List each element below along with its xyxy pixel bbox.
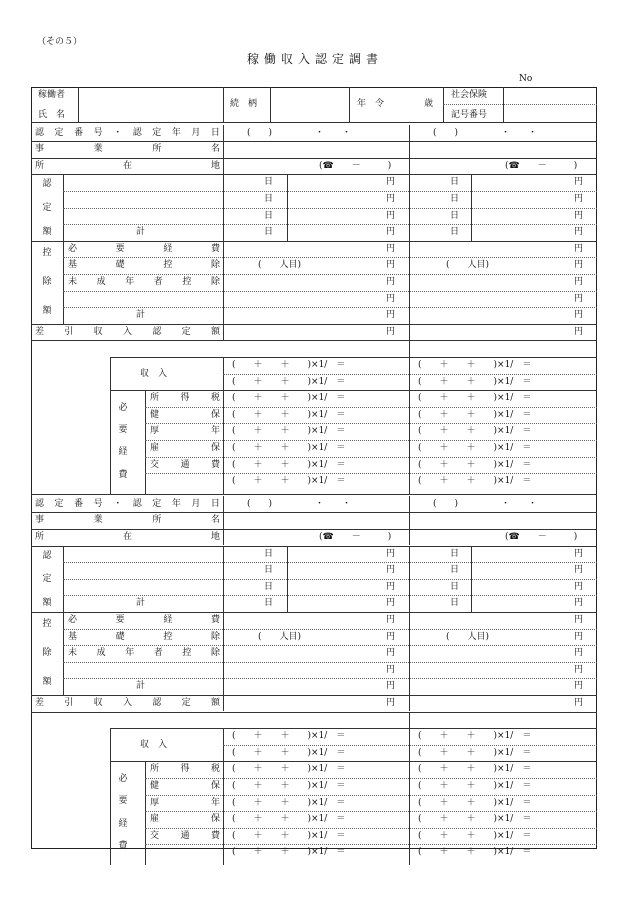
page-title: 稼働収入認定調書 <box>246 52 383 66</box>
dotted-rule <box>63 191 597 192</box>
v-rule <box>223 324 224 341</box>
form-number-label: No <box>519 74 533 84</box>
formula-field[interactable]: ( ＋ ＋ )×1/ ＝ <box>418 780 532 791</box>
formula-field[interactable]: ( ＋ ＋ )×1/ ＝ <box>232 847 346 858</box>
yen-unit: 円 <box>574 227 584 238</box>
relation-label: 続 柄 <box>230 99 258 109</box>
formula-field[interactable]: ( ＋ ＋ )×1/ ＝ <box>418 476 532 487</box>
day-unit: 日 <box>450 210 460 221</box>
formula-field[interactable]: ( ＋ ＋ )×1/ ＝ <box>232 764 346 775</box>
total-label: 計 <box>136 310 146 321</box>
yen-unit: 円 <box>574 177 584 188</box>
dotted-rule <box>63 595 597 596</box>
day-unit: 日 <box>450 581 460 592</box>
v-rule <box>349 87 350 122</box>
yen-unit: 円 <box>574 310 584 321</box>
dotted-rule <box>63 208 597 209</box>
v-rule <box>223 546 224 612</box>
dotted-rule <box>63 579 597 580</box>
h-rule <box>31 546 597 547</box>
v-rule <box>409 340 410 493</box>
workplace-label: 事 業 所 名 <box>35 144 220 155</box>
v-rule <box>409 496 410 546</box>
day-unit: 日 <box>264 193 274 204</box>
v-rule <box>471 546 472 612</box>
insurance-label: 社会保険 <box>451 90 488 100</box>
necessary-expense-label: 必 要 経 費 <box>68 243 220 254</box>
day-unit: 日 <box>450 227 460 238</box>
v-rule <box>270 87 271 122</box>
v-rule <box>223 695 224 712</box>
yen-unit: 円 <box>574 631 584 642</box>
tel-field[interactable]: (☎ － ) <box>319 531 392 542</box>
name-label: 稼働者 <box>38 90 66 100</box>
dotted-rule <box>63 662 597 663</box>
formula-field[interactable]: ( ＋ ＋ )×1/ ＝ <box>232 797 346 808</box>
yen-unit: 円 <box>386 210 396 221</box>
yen-unit: 円 <box>386 276 396 287</box>
formula-field[interactable]: ( ＋ ＋ )×1/ ＝ <box>232 780 346 791</box>
yen-unit: 円 <box>386 548 396 559</box>
date-dots: ・ ・ <box>315 498 352 509</box>
yen-unit: 円 <box>574 565 584 576</box>
total-label: 計 <box>136 227 146 238</box>
location-label: 所 在 地 <box>35 160 220 171</box>
h-rule <box>223 761 409 762</box>
v-rule <box>145 390 146 494</box>
expense-item-label: 雇 保 <box>150 814 220 825</box>
v-rule <box>409 546 410 612</box>
recog-number-label: 認 定 番 号 ・ 認 定 年 月 日 <box>35 127 220 138</box>
h-rule <box>31 712 597 713</box>
dotted-rule <box>63 257 597 258</box>
h-rule <box>31 122 597 123</box>
dotted-rule <box>145 457 597 458</box>
yen-unit: 円 <box>574 193 584 204</box>
yen-unit: 円 <box>386 697 396 708</box>
dotted-rule <box>63 274 597 275</box>
yen-unit: 円 <box>574 243 584 254</box>
yen-unit: 円 <box>574 260 584 271</box>
v-rule <box>63 241 64 324</box>
h-rule <box>223 390 409 391</box>
yen-unit: 円 <box>574 664 584 675</box>
dotted-rule <box>223 745 597 746</box>
date-paren: ( ) <box>433 127 459 138</box>
dotted-rule <box>223 374 597 375</box>
formula-field[interactable]: ( ＋ ＋ )×1/ ＝ <box>232 426 346 437</box>
yen-unit: 円 <box>574 293 584 304</box>
yen-unit: 円 <box>386 565 396 576</box>
tel-field[interactable]: (☎ － ) <box>319 160 392 171</box>
dotted-rule <box>63 224 597 225</box>
date-paren: ( ) <box>433 498 459 509</box>
yen-unit: 円 <box>386 177 396 188</box>
v-rule <box>471 174 472 240</box>
dotted-rule <box>145 407 597 408</box>
h-rule <box>110 357 223 358</box>
formula-field[interactable]: ( ＋ ＋ )×1/ ＝ <box>418 814 532 825</box>
day-unit: 日 <box>264 581 274 592</box>
formula-field[interactable]: ( ＋ ＋ )×1/ ＝ <box>232 409 346 420</box>
formula-field[interactable]: ( ＋ ＋ )×1/ ＝ <box>232 731 346 742</box>
yen-unit: 円 <box>386 326 396 337</box>
h-rule <box>31 612 597 613</box>
formula-field[interactable]: ( ＋ ＋ )×1/ ＝ <box>418 797 532 808</box>
formula-field[interactable]: ( ＋ ＋ )×1/ ＝ <box>232 359 346 370</box>
day-unit: 日 <box>450 548 460 559</box>
yen-unit: 円 <box>386 227 396 238</box>
yen-unit: 円 <box>386 260 396 271</box>
yen-unit: 円 <box>386 581 396 592</box>
yen-unit: 円 <box>574 598 584 609</box>
persons-field: ( 人目) <box>258 631 302 642</box>
persons-field: ( 人目) <box>446 631 490 642</box>
needs-label: 必 要 経 費 <box>118 774 128 851</box>
day-unit: 日 <box>450 177 460 188</box>
workplace-label: 事 業 所 名 <box>35 515 220 526</box>
formula-field[interactable]: ( ＋ ＋ )×1/ ＝ <box>418 442 532 453</box>
formula-field[interactable]: ( ＋ ＋ )×1/ ＝ <box>418 359 532 370</box>
insurance-label: 記号番号 <box>451 110 488 120</box>
formula-field[interactable]: ( ＋ ＋ )×1/ ＝ <box>418 731 532 742</box>
v-rule <box>409 324 410 341</box>
v-rule <box>409 125 410 175</box>
h-rule <box>31 529 597 530</box>
v-rule <box>409 712 410 865</box>
formula-field[interactable]: ( ＋ ＋ )×1/ ＝ <box>418 426 532 437</box>
recog-amount-label: 認 定 額 <box>42 179 52 237</box>
v-rule <box>409 174 410 240</box>
location-label: 所 在 地 <box>35 531 220 542</box>
yen-unit: 円 <box>574 581 584 592</box>
dotted-rule <box>63 629 597 630</box>
formula-field[interactable]: ( ＋ ＋ )×1/ ＝ <box>418 409 532 420</box>
day-unit: 日 <box>264 565 274 576</box>
formula-field[interactable]: ( ＋ ＋ )×1/ ＝ <box>418 747 532 758</box>
yen-unit: 円 <box>386 631 396 642</box>
total-label: 計 <box>136 598 146 609</box>
deduction-label: 控 除 額 <box>42 247 52 316</box>
formula-field[interactable]: ( ＋ ＋ )×1/ ＝ <box>418 459 532 470</box>
day-unit: 日 <box>264 210 274 221</box>
dotted-rule <box>145 795 597 796</box>
date-dots: ・ ・ <box>315 127 352 138</box>
dotted-rule <box>145 828 597 829</box>
expense-item-label: 厚 年 <box>150 426 220 437</box>
deduction-label: 控 除 額 <box>42 618 52 687</box>
date-dots: ・ ・ <box>501 498 538 509</box>
h-rule <box>31 174 597 175</box>
day-unit: 日 <box>264 177 274 188</box>
formula-field[interactable]: ( ＋ ＋ )×1/ ＝ <box>232 830 346 841</box>
necessary-expense-label: 必 要 経 費 <box>68 614 220 625</box>
h-rule <box>31 241 597 242</box>
h-rule <box>31 324 597 325</box>
h-rule <box>409 390 597 391</box>
age-label: 年 令 <box>357 99 385 109</box>
yen-unit: 円 <box>574 648 584 659</box>
date-dots: ・ ・ <box>501 127 538 138</box>
date-paren: ( ) <box>247 127 273 138</box>
v-rule <box>223 496 224 546</box>
formula-field[interactable]: ( ＋ ＋ )×1/ ＝ <box>418 764 532 775</box>
v-rule <box>287 546 288 612</box>
formula-field[interactable]: ( ＋ ＋ )×1/ ＝ <box>232 393 346 404</box>
v-rule <box>145 761 146 865</box>
net-income-label: 差 引 収 入 認 定 額 <box>35 697 220 708</box>
expense-item-label: 所 得 税 <box>150 393 220 404</box>
day-unit: 日 <box>450 193 460 204</box>
recog-amount-label: 認 定 額 <box>42 550 52 608</box>
yen-unit: 円 <box>386 664 396 675</box>
yen-unit: 円 <box>574 681 584 692</box>
formula-field[interactable]: ( ＋ ＋ )×1/ ＝ <box>418 830 532 841</box>
dotted-rule <box>145 811 597 812</box>
v-rule <box>63 612 64 695</box>
formula-field[interactable]: ( ＋ ＋ )×1/ ＝ <box>232 814 346 825</box>
expense-item-label: 厚 年 <box>150 797 220 808</box>
v-rule <box>223 174 224 240</box>
age-unit: 歳 <box>424 99 434 109</box>
dotted-rule <box>145 844 597 845</box>
formula-field[interactable]: ( ＋ ＋ )×1/ ＝ <box>232 442 346 453</box>
dotted-rule <box>145 423 597 424</box>
dotted-rule <box>63 678 597 679</box>
formula-field[interactable]: ( ＋ ＋ )×1/ ＝ <box>232 376 346 387</box>
name-label: 氏 名 <box>38 110 66 120</box>
v-rule <box>223 612 224 695</box>
v-rule <box>409 695 410 712</box>
h-rule <box>31 512 597 513</box>
v-rule <box>287 174 288 240</box>
day-unit: 日 <box>264 227 274 238</box>
tel-field[interactable]: (☎ － ) <box>505 160 578 171</box>
dotted-rule <box>145 778 597 779</box>
yen-unit: 円 <box>386 614 396 625</box>
basic-deduction-label: 基 礎 控 除 <box>68 631 220 642</box>
v-rule <box>223 241 224 324</box>
net-income-label: 差 引 収 入 認 定 額 <box>35 326 220 337</box>
h-rule <box>110 728 223 729</box>
dotted-rule <box>63 645 597 646</box>
form-series-label: （その５） <box>37 37 83 47</box>
dotted-rule <box>145 473 597 474</box>
yen-unit: 円 <box>386 193 396 204</box>
h-rule <box>31 695 597 696</box>
persons-field: ( 人目) <box>446 260 490 271</box>
formula-field[interactable]: ( ＋ ＋ )×1/ ＝ <box>418 393 532 404</box>
day-unit: 日 <box>450 565 460 576</box>
h-rule <box>409 761 597 762</box>
dotted-rule <box>63 562 597 563</box>
minor-deduction-label: 未 成 年 者 控 除 <box>68 276 220 287</box>
expense-item-label: 健 保 <box>150 409 220 420</box>
day-unit: 日 <box>264 598 274 609</box>
dotted-rule <box>63 307 597 308</box>
expense-item-label: 所 得 税 <box>150 764 220 775</box>
v-rule <box>223 125 224 175</box>
total-label: 計 <box>136 681 146 692</box>
yen-unit: 円 <box>574 210 584 221</box>
persons-field: ( 人目) <box>258 260 302 271</box>
yen-unit: 円 <box>386 293 396 304</box>
income-label: 収 入 <box>140 368 168 379</box>
yen-unit: 円 <box>386 681 396 692</box>
yen-unit: 円 <box>386 243 396 254</box>
h-rule <box>31 158 597 159</box>
v-rule <box>409 612 410 695</box>
yen-unit: 円 <box>574 614 584 625</box>
h-rule <box>31 141 597 142</box>
minor-deduction-label: 未 成 年 者 控 除 <box>68 648 220 659</box>
needs-label: 必 要 経 費 <box>118 403 128 480</box>
yen-unit: 円 <box>574 276 584 287</box>
yen-unit: 円 <box>574 326 584 337</box>
formula-field[interactable]: ( ＋ ＋ )×1/ ＝ <box>418 847 532 858</box>
date-paren: ( ) <box>247 498 273 509</box>
formula-field[interactable]: ( ＋ ＋ )×1/ ＝ <box>232 476 346 487</box>
h-rule <box>31 494 597 495</box>
yen-unit: 円 <box>386 598 396 609</box>
expense-item-label: 交 通 費 <box>150 459 220 470</box>
yen-unit: 円 <box>386 310 396 321</box>
yen-unit: 円 <box>574 697 584 708</box>
v-rule <box>78 87 79 122</box>
recog-number-label: 認 定 番 号 ・ 認 定 年 月 日 <box>35 498 220 509</box>
day-unit: 日 <box>264 548 274 559</box>
h-rule <box>223 728 597 729</box>
dotted-rule <box>63 291 597 292</box>
h-rule <box>31 340 597 341</box>
v-rule <box>223 87 224 122</box>
yen-unit: 円 <box>574 548 584 559</box>
formula-field[interactable]: ( ＋ ＋ )×1/ ＝ <box>418 376 532 387</box>
day-unit: 日 <box>450 598 460 609</box>
dotted-rule <box>443 104 597 105</box>
v-rule <box>409 241 410 324</box>
income-label: 収 入 <box>140 739 168 750</box>
v-rule <box>110 728 111 865</box>
v-rule <box>110 357 111 494</box>
expense-item-label: 健 保 <box>150 780 220 791</box>
formula-field[interactable]: ( ＋ ＋ )×1/ ＝ <box>232 459 346 470</box>
dotted-rule <box>145 440 597 441</box>
yen-unit: 円 <box>386 648 396 659</box>
basic-deduction-label: 基 礎 控 除 <box>68 260 220 271</box>
expense-item-label: 雇 保 <box>150 442 220 453</box>
tel-field[interactable]: (☎ － ) <box>505 531 578 542</box>
h-rule <box>223 357 597 358</box>
expense-item-label: 交 通 費 <box>150 830 220 841</box>
formula-field[interactable]: ( ＋ ＋ )×1/ ＝ <box>232 747 346 758</box>
